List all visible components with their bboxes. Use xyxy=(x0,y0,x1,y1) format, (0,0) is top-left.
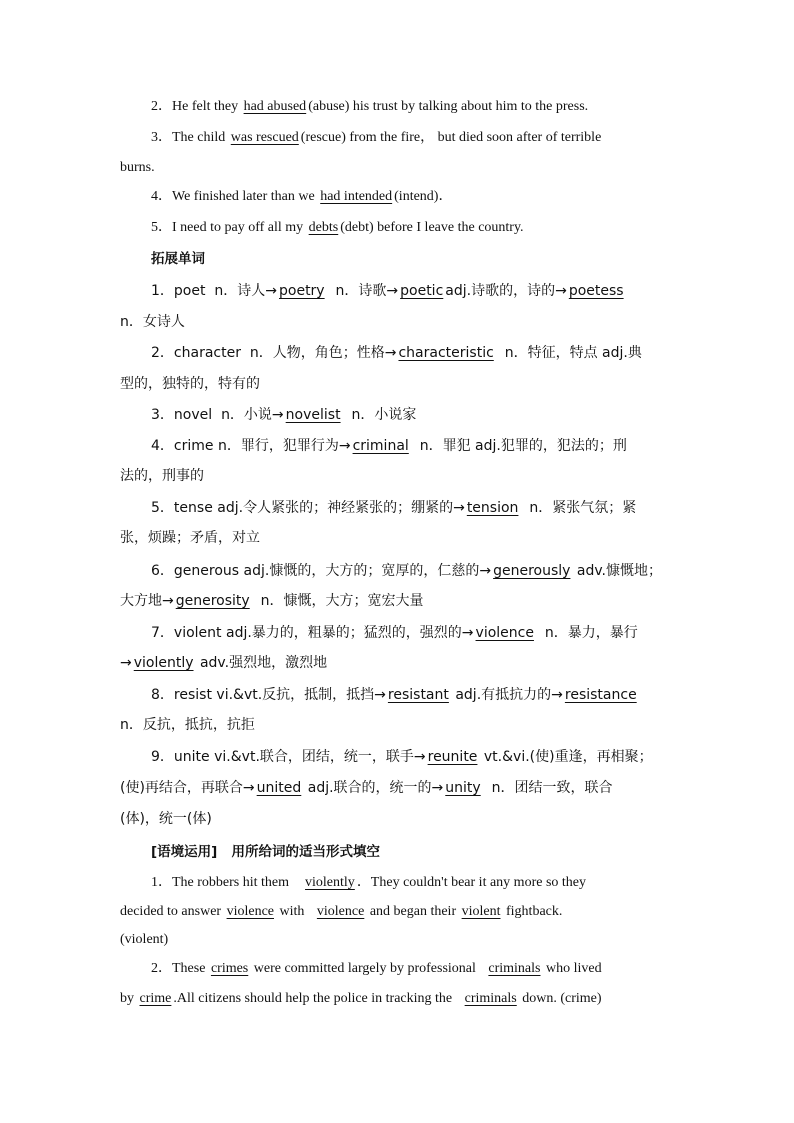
item-number: 1． xyxy=(151,283,174,299)
answer-blank: poetic xyxy=(400,283,444,299)
extend-item-7-cont xyxy=(120,653,680,673)
answer-blank: debts xyxy=(308,220,339,235)
item-text: burns. xyxy=(120,160,155,175)
headword: generous xyxy=(173,563,240,579)
heading-tag: [语境运用] xyxy=(151,844,218,860)
answer-blank: violent xyxy=(461,904,501,919)
item-text: with xyxy=(276,904,308,919)
gloss: vi.&vt.反抗，抵制，抵挡→ xyxy=(216,687,386,703)
headword: unite xyxy=(173,749,210,765)
headword: character xyxy=(173,345,241,361)
gloss: n．团结一致，联合 xyxy=(491,780,613,796)
headword: poet xyxy=(173,283,206,299)
headword: resist xyxy=(173,687,212,703)
item-number: 3． xyxy=(151,407,174,423)
answer-blank: characteristic xyxy=(398,345,494,361)
usage-q1-cont xyxy=(120,902,680,922)
answer-blank: violence xyxy=(316,904,365,919)
gloss: n．慷慨，大方；宽宏大量 xyxy=(260,593,424,609)
item-text: I need to pay off all my xyxy=(172,220,307,235)
headword: crime xyxy=(173,438,214,454)
item-text: who lived xyxy=(542,961,602,976)
gloss: (使)再结合，再联合→ xyxy=(120,780,255,796)
gloss: 张，烦躁；矛盾，对立 xyxy=(120,530,260,546)
answer-blank: reunite xyxy=(427,749,478,765)
item-number: 2． xyxy=(151,99,172,114)
item-text: (abuse) his trust by talking about him to the press. xyxy=(308,99,589,114)
gloss: adj.诗歌的，诗的→ xyxy=(445,283,567,299)
gloss: adj.令人紧张的；神经紧张的；绷紧的→ xyxy=(217,500,465,516)
item-text: .All citizens should help the police in tracking the xyxy=(173,991,456,1006)
gloss: adj.联合的，统一的→ xyxy=(307,780,444,796)
item-text: The robbers hit them xyxy=(172,875,293,890)
item-text: We finished later than we xyxy=(172,189,319,204)
item-text: fightback. xyxy=(502,904,563,919)
answer-blank: crime xyxy=(139,991,172,1006)
answer-blank: united xyxy=(256,780,302,796)
gloss: n．诗人→ xyxy=(214,283,277,299)
answer-blank: poetry xyxy=(279,283,325,299)
item-text: and began their xyxy=(366,904,460,919)
headword: novel xyxy=(173,407,213,423)
answer-blank: had intended xyxy=(320,189,393,204)
item-number: 2． xyxy=(151,345,174,361)
gloss: adv.强烈地，激烈地 xyxy=(199,655,328,671)
answer-blank: criminals xyxy=(488,961,541,976)
item-number: 1． xyxy=(151,875,172,890)
item-text: (rescue) from the fire， but died soon after of terrible xyxy=(300,130,602,145)
extend-item-7 xyxy=(151,623,711,643)
gloss: adj.慷慨的，大方的；宽厚的，仁慈的→ xyxy=(243,563,492,579)
gloss: adv.慷慨地； xyxy=(576,563,663,579)
extend-item-2 xyxy=(151,343,711,363)
headword: tense xyxy=(173,500,213,516)
item-text: (debt) before I leave the country. xyxy=(340,220,524,235)
item-number: 5． xyxy=(151,500,174,516)
item-text: These xyxy=(172,961,209,976)
extend-item-4 xyxy=(151,436,711,456)
extend-item-2-cont xyxy=(120,374,680,394)
answer-blank: criminals xyxy=(464,991,517,1006)
gloss: n．特征，特点 adj.典 xyxy=(504,345,642,361)
extend-item-9-cont xyxy=(120,778,680,798)
extend-item-4-cont xyxy=(120,466,680,486)
answer-blank: violence xyxy=(226,904,274,919)
gloss: n．罪行，犯罪行为→ xyxy=(217,438,351,454)
gloss: n．诗歌→ xyxy=(335,283,399,299)
item-text: down. (crime) xyxy=(518,991,602,1006)
answer-blank: crimes xyxy=(210,961,249,976)
extend-item-5 xyxy=(151,498,711,518)
extend-item-1 xyxy=(151,281,711,301)
item-number: 9． xyxy=(151,749,174,765)
item-number: 8． xyxy=(151,687,174,703)
extend-item-3 xyxy=(151,405,711,425)
extend-item-6-cont xyxy=(120,591,680,611)
usage-q2-cont xyxy=(120,989,680,1009)
gloss: n．紧张气氛；紧 xyxy=(529,500,637,516)
item-text: ．They couldn't bear it any more so they xyxy=(356,875,586,890)
exercise-item-3-cont xyxy=(120,158,680,178)
section-heading-usage xyxy=(151,842,711,862)
gloss: vt.&vi.(使)重逢，再相聚； xyxy=(483,749,653,765)
gloss: n．反抗，抵抗，抗拒 xyxy=(120,717,255,733)
item-number: 3． xyxy=(151,130,172,145)
exercise-item-4 xyxy=(151,187,711,207)
extend-item-9 xyxy=(151,747,711,767)
item-text: The child xyxy=(172,130,229,145)
exercise-item-5 xyxy=(151,218,711,238)
gloss: (体)，统一(体) xyxy=(120,811,212,827)
item-text: were committed largely by professional xyxy=(250,961,480,976)
extend-item-8 xyxy=(151,685,711,705)
answer-blank: unity xyxy=(445,780,481,796)
gloss: n．罪犯 adj.犯罪的，犯法的；刑 xyxy=(419,438,627,454)
item-number: 4． xyxy=(151,189,172,204)
extend-item-8-cont xyxy=(120,715,680,735)
gloss: vi.&vt.联合，团结，统一，联手→ xyxy=(214,749,426,765)
extend-item-9-cont2 xyxy=(120,809,680,829)
answer-blank: poetess xyxy=(568,283,624,299)
answer-blank: had abused xyxy=(243,99,307,114)
answer-blank: criminal xyxy=(352,438,409,454)
usage-q1 xyxy=(151,873,711,893)
usage-q2 xyxy=(151,959,711,979)
item-number: 4． xyxy=(151,438,174,454)
answer-blank: violently xyxy=(133,655,194,671)
answer-blank: was rescued xyxy=(230,130,299,145)
extend-item-1-cont xyxy=(120,312,680,332)
section-heading-extend: 拓展单词 xyxy=(151,251,205,267)
gloss: → xyxy=(120,655,132,671)
item-number: 5． xyxy=(151,220,172,235)
item-text: (intend)． xyxy=(394,189,453,204)
item-text: He felt they xyxy=(172,99,242,114)
answer-blank: generously xyxy=(493,563,571,579)
gloss: n．暴力，暴行 xyxy=(544,625,638,641)
extend-item-6 xyxy=(151,561,711,581)
item-text: (violent) xyxy=(120,932,169,947)
answer-blank: violently xyxy=(305,875,355,890)
item-text: decided to answer xyxy=(120,904,225,919)
gloss: 型的，独特的，特有的 xyxy=(120,376,260,392)
gloss: n．小说家 xyxy=(351,407,417,423)
answer-blank: violence xyxy=(475,625,534,641)
item-number: 2． xyxy=(151,961,172,976)
extend-item-5-cont xyxy=(120,528,680,548)
exercise-item-2 xyxy=(151,97,711,117)
item-number: 7． xyxy=(151,625,174,641)
headword: violent xyxy=(173,625,222,641)
answer-blank: novelist xyxy=(285,407,341,423)
usage-q1-cont2 xyxy=(120,930,680,950)
heading-text: 用所给词的适当形式填空 xyxy=(231,844,380,860)
answer-blank: generosity xyxy=(175,593,250,609)
gloss: 大方地→ xyxy=(120,593,174,609)
answer-blank: tension xyxy=(466,500,519,516)
exercise-item-3 xyxy=(151,128,711,148)
gloss: adj.暴力的，粗暴的；猛烈的，强烈的→ xyxy=(225,625,474,641)
gloss: n．人物，角色；性格→ xyxy=(249,345,397,361)
answer-blank: resistance xyxy=(564,687,637,703)
gloss: n．小说→ xyxy=(221,407,284,423)
item-number: 6． xyxy=(151,563,174,579)
gloss: n．女诗人 xyxy=(120,314,185,330)
answer-blank: resistant xyxy=(387,687,449,703)
gloss: 法的，刑事的 xyxy=(120,468,204,484)
item-text: by xyxy=(120,991,138,1006)
gloss: adj.有抵抗力的→ xyxy=(455,687,563,703)
